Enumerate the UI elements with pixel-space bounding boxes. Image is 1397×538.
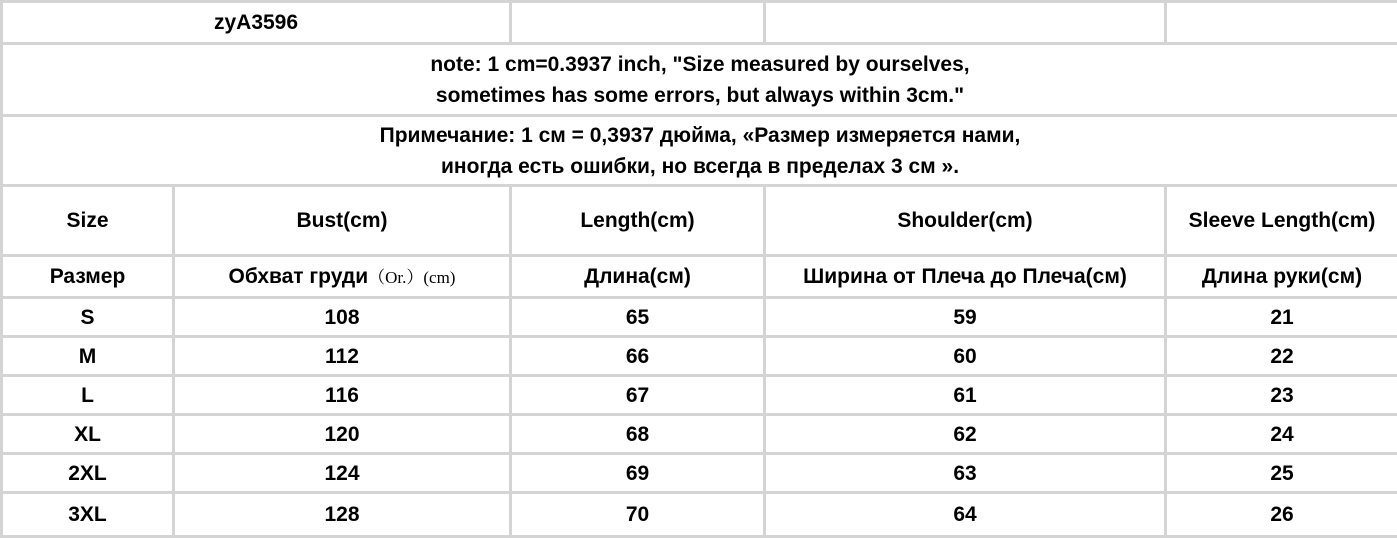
length-cell[interactable]: 66: [511, 337, 765, 376]
sleeve-cell[interactable]: 26: [1166, 493, 1397, 537]
note-en-row: [2, 44, 1397, 116]
bust-cell[interactable]: 128: [174, 493, 511, 537]
shoulder-cell[interactable]: 60: [765, 337, 1166, 376]
note-ru-line1: Примечание: 1 см = 0,3937 дюйма, «Размер измеряется нами,: [5, 120, 1395, 151]
header-ru-bust-suffix: （Or.）(cm): [368, 268, 455, 287]
bust-cell[interactable]: 124: [174, 454, 511, 493]
shoulder-cell[interactable]: 62: [765, 415, 1166, 454]
table-row: [2, 376, 1397, 415]
note-ru-row: [2, 116, 1397, 186]
product-code: zyA3596: [86, 7, 426, 38]
note-en-line1: note: 1 cm=0.3937 inch, "Size measured by ourselves,: [5, 49, 1395, 80]
note-en-line2: sometimes has some errors, but always within 3cm.": [5, 80, 1395, 111]
bust-cell[interactable]: 112: [174, 337, 511, 376]
size-cell[interactable]: 3XL: [2, 493, 174, 537]
length-cell[interactable]: 70: [511, 493, 765, 537]
header-ru-size[interactable]: Размер: [2, 256, 174, 298]
bust-cell[interactable]: 120: [174, 415, 511, 454]
shoulder-cell[interactable]: 63: [765, 454, 1166, 493]
length-cell[interactable]: 65: [511, 298, 765, 337]
header-ru-row: [2, 256, 1397, 298]
note-en-cell[interactable]: [2, 44, 1397, 116]
bust-cell[interactable]: 116: [174, 376, 511, 415]
sleeve-cell[interactable]: 24: [1166, 415, 1397, 454]
header-length[interactable]: Length(cm): [511, 186, 765, 256]
empty-cell[interactable]: [511, 2, 765, 44]
size-cell[interactable]: M: [2, 337, 174, 376]
empty-cell[interactable]: [765, 2, 1166, 44]
header-shoulder[interactable]: Shoulder(cm): [765, 186, 1166, 256]
header-ru-bust-main: Обхват груди: [229, 265, 369, 288]
table-row: [2, 493, 1397, 537]
empty-cell[interactable]: [1166, 2, 1397, 44]
sleeve-cell[interactable]: 22: [1166, 337, 1397, 376]
size-cell[interactable]: S: [2, 298, 174, 337]
table-row: [2, 415, 1397, 454]
header-bust[interactable]: Bust(cm): [174, 186, 511, 256]
header-en-row: [2, 186, 1397, 256]
size-cell[interactable]: 2XL: [2, 454, 174, 493]
table-row: [2, 454, 1397, 493]
product-code-cell[interactable]: [2, 2, 511, 44]
length-cell[interactable]: 68: [511, 415, 765, 454]
bust-cell[interactable]: 108: [174, 298, 511, 337]
shoulder-cell[interactable]: 64: [765, 493, 1166, 537]
note-ru-cell[interactable]: [2, 116, 1397, 186]
header-size[interactable]: Size: [2, 186, 174, 256]
header-sleeve[interactable]: Sleeve Length(cm): [1166, 186, 1397, 256]
table-row: [2, 298, 1397, 337]
shoulder-cell[interactable]: 61: [765, 376, 1166, 415]
note-ru-line2: иногда есть ошибки, но всегда в пределах 3 см ».: [5, 151, 1395, 182]
sleeve-cell[interactable]: 25: [1166, 454, 1397, 493]
size-cell[interactable]: XL: [2, 415, 174, 454]
header-ru-shoulder[interactable]: Ширина от Плеча до Плеча(см): [765, 256, 1166, 298]
header-ru-length[interactable]: Длина(см): [511, 256, 765, 298]
shoulder-cell[interactable]: 59: [765, 298, 1166, 337]
sleeve-cell[interactable]: 21: [1166, 298, 1397, 337]
sleeve-cell[interactable]: 23: [1166, 376, 1397, 415]
table-row: [2, 337, 1397, 376]
length-cell[interactable]: 67: [511, 376, 765, 415]
length-cell[interactable]: 69: [511, 454, 765, 493]
size-cell[interactable]: L: [2, 376, 174, 415]
product-code-row: [2, 2, 1397, 44]
header-ru-sleeve[interactable]: Длина руки(см): [1166, 256, 1397, 298]
header-ru-bust[interactable]: [174, 256, 511, 298]
